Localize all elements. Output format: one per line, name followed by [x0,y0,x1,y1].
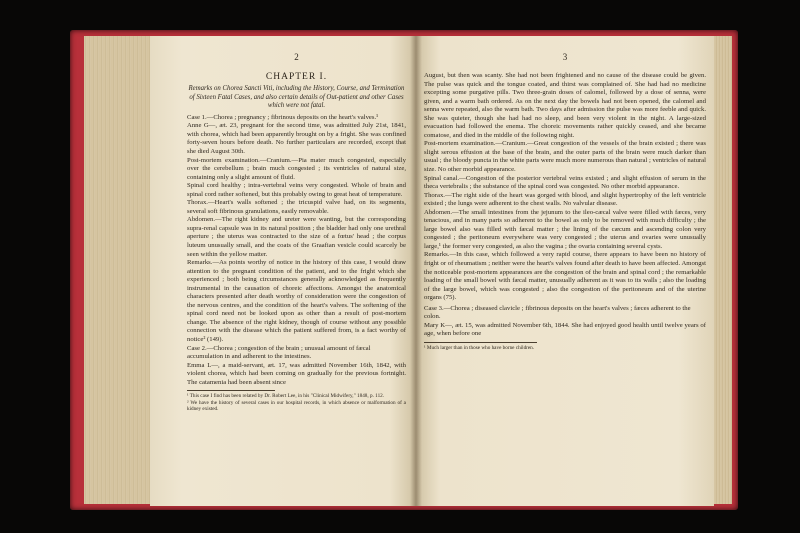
right-page [416,36,714,506]
page-number: 3 [562,52,568,62]
footnote: ¹ This case I find has been related by Dr. Robert Lee, in his "Clinical Midwifery," 1848, p. 112. [187,393,385,400]
page-number: 2 [294,52,299,62]
case-heading: Case 1.—Chorea ; pregnancy ; fibrinous deposits on the heart's valves.¹ [187,113,379,121]
paragraph: Remarks.—As points worthy of notice in the history of this case, I would draw attention to the pregnant condition of the patient, and to the fright which she experienced ; both being circumstances generally acknowledged as frequently instrumental in the causation of choreic affections. Amongst the anatomical characters presented after death worthy of consideration were the congestion of the nervous centres, and the condition of the heart's valves. The softening of the spinal cord need not be looked upon as other than a result of post-mortem change. The absence of the right kidney, though of course without any possible connection with the disease which the patient suffered from, is a fact worthy of notice² (149). [187,259,406,343]
left-page [150,36,416,506]
paragraph: Abdomen.—The small intestines from the jejunum to the ileo-cæcal valve were filled with fæces, very tenacious, and in many parts so adherent to the bowel as only to be removed with much difficulty ; the large bowel also was filled with fæcal matter ; the lining of the cæcum and ascending colon very congested ; the peritoneum everywhere was very congested ; the uterus and ovaries were unusually large,¹ the former very congested, as also the vagina ; the ovaria containing several cysts. [424,208,706,250]
paragraph: Thorax.—The right side of the heart was gorged with blood, and slight hypertrophy of the left ventricle existed ; the lungs were adherent to the chest walls. No valvular disease. [424,191,706,208]
paragraph: Emma L—, a maid-servant, æt. 17, was admitted November 16th, 1842, with violent chorea, which had been coming on gradually for the previous fortnight. The catamenia had been absent since [187,361,406,386]
paragraph: August, but then was scanty. She had not been frightened and no cause of the disease could be given. The pulse was quick and the tongue coated, and thirst was complained of. She had had no medicine excepting some purgative pills. Two three-grain doses of calomel, followed by a dose of senna, were given, and a warm bath ordered. As on the next day the bowels had not been opened, the calomel and senna were repeated, also the warm bath. Two days after admission the pulse was more feeble and quick. She was quieter, though she had had no sleep, and been very violent in the night. A large-sized evacuation had followed the enema. The choreic movements rather quickly ceased, and she became comatose, and died in the middle of the following night. [424,72,706,139]
case-heading: Case 3.—Chorea ; diseased clavicle ; fibrinous deposits on the heart's valves ; fæces adherent to the colon. [424,304,691,321]
paragraph: Post-mortem examination.—Cranium.—Great congestion of the vessels of the brain existed ; there was slight serous effusion at the base of the brain, and the outer parts of the brain were much darker than usual ; the bloody puncta in the white parts were much more numerous than natural ; ventricles of natural size. No other morbid appearance. [424,140,706,174]
paragraph: Post-mortem examination.—Cranium.—Pia mater much congested, especially over the cerebellum ; brain much congested ; its ventricles of natural size, containing only a slight amount of fluid. [187,156,406,181]
footnote: ¹ Much larger than in those who have borne children. [424,344,535,351]
chapter-title: CHAPTER I. [265,72,328,82]
paragraph: Spinal canal.—Congestion of the posterior vertebral veins existed ; and slight effusion of serum in the theca vertebralis ; the substance of the spinal cord was congested. No other morbid appearance. [424,174,706,191]
footnote-rule [424,342,537,343]
footnote: ² We have the history of several cases in our hospital records, in which absence or malformation of a kidney existed. [187,399,406,413]
page-edges-left [84,36,152,504]
paragraph: Thorax.—Heart's walls softened ; the tricuspid valve had, on its segments, several soft fibrinous granulations, easily removable. [187,199,406,215]
paragraph: Abdomen.—The right kidney and ureter were wanting, but the corresponding supra-renal capsule was in its natural position ; the bladder had only one urethral aperture ; the uterus was contracted to the size of a fœtus' head ; the corpus luteum unusually small, and the coats of the Graafian vesicle could scarcely be seen within the yellow matter. [187,216,406,258]
book-gutter [410,36,422,506]
case-heading: Case 2.—Chorea ; congestion of the brain ; unusual amount of fæcal accumulation in and adherent to the intestines. [187,344,371,361]
paragraph: Remarks.—In this case, which followed a very rapid course, there appears to have been no history of fright or of rheumatism ; neither were the heart's valves found after death to have been affected. Amongst the noticeable post-mortem appearances are the congestion of the brain and spinal cord ; the remarkable loading of the small bowel with fæcal matter, unusually adherent as it was to its walls ; also the loading of the large bowel, which was congested ; also the congestion of the peritoneum and of the uterine organs (75). [424,251,706,302]
paragraph: Mary K—, æt. 15, was admitted November 6th, 1844. She had enjoyed good health until twelve years of age, when before one [424,321,706,338]
chapter-subtitle: Remarks on Chorea Sancti Viti, including the History, Course, and Termination of Sixteen Fatal Cases, and also certain details of Out-patient and other Cases which were not fatal. [188,85,405,110]
footnote-rule [187,390,275,391]
page-edges-right [712,36,732,504]
paragraph: Anne G—, æt. 23, pregnant for the second time, was admitted July 21st, 1841, with chorea, which had been apparently brought on by a fright. She was confined forty-seven hours before death. No further particulars are recorded, except that she died August 30th. [187,122,406,155]
paragraph: Spinal cord healthy ; intra-vertebral veins very congested. Whole of brain and spinal cord rather softened, but this probably owing to great heat of temperature. [187,182,406,198]
